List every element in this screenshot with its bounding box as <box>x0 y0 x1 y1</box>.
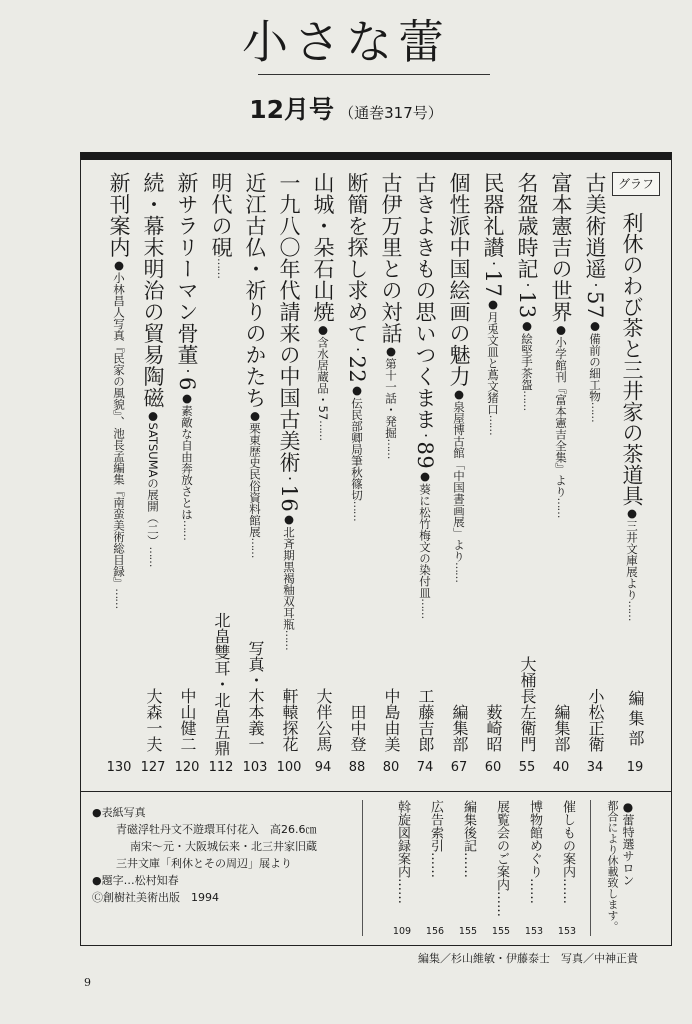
article-entry[interactable] <box>176 172 198 762</box>
small-item-page: 156 <box>425 926 445 937</box>
article-number: 22 <box>345 355 369 384</box>
article-entry[interactable] <box>414 172 436 762</box>
article-page: 100 <box>276 760 302 775</box>
article-desc: ●素敵な自由奔放さとは <box>180 390 194 520</box>
article-desc: ●絵堅手茶盌 <box>520 318 534 391</box>
small-item-title: 広告索引…… <box>428 800 443 878</box>
article-author: 軒轅探花 <box>280 688 299 752</box>
cover-line-1: 青磁浮牡丹文不遊環耳付花入 高26.6㎝ <box>116 823 317 836</box>
salon-note: 都合により休載致します。 <box>606 800 619 932</box>
graph-desc: ●三井文庫展より…… <box>625 506 639 621</box>
article-title: 一九八〇年代請来の中国古美術・16●北斉期黒褐釉双耳瓶…… <box>277 172 301 650</box>
article-entry[interactable] <box>244 172 266 762</box>
article-entry[interactable] <box>584 172 606 762</box>
article-page: 130 <box>106 760 132 775</box>
small-item[interactable] <box>491 800 511 937</box>
article-title: 古美術逍遥・57●備前の細工物…… <box>583 172 607 422</box>
article-page: 80 <box>382 760 400 775</box>
article-number: 57 <box>583 291 607 319</box>
article-entry[interactable] <box>380 172 402 762</box>
article-title: 近江古仏・祈りのかたち●栗東歴史民俗資料館展…… <box>243 172 267 558</box>
small-item[interactable] <box>392 800 412 937</box>
article-desc: ●月兎文皿と蔦文猪口 <box>486 297 500 415</box>
article-title: 古きよきもの思いつくまま・89●葵に松竹梅文の染付皿…… <box>413 172 437 619</box>
article-desc: ●葵に松竹梅文の染付皿 <box>418 469 432 599</box>
article-title: 断簡を探し求めて・22●伝民部卿局筆秋篠切…… <box>345 172 369 521</box>
article-number: 13 <box>515 291 539 319</box>
issue-line <box>0 90 692 126</box>
cover-credit <box>92 804 317 906</box>
article-desc: ●伝民部卿局筆秋篠切 <box>350 383 364 501</box>
article-number: 6 <box>175 377 199 391</box>
article-entry[interactable] <box>108 172 130 762</box>
small-item-title: 催しもの案内…… <box>560 800 575 904</box>
article-title: 古伊万里との対話●第十一話・発掘…… <box>379 172 403 459</box>
copyright: Ⓒ創樹社美術出版 1994 <box>92 891 219 904</box>
article-page: 55 <box>518 760 536 775</box>
article-page: 40 <box>552 760 570 775</box>
article-page: 67 <box>450 760 468 775</box>
cover-line-3: 三井文庫「利休とその周辺」展より <box>116 857 292 870</box>
article-title: 富本憲吉の世界●小学館刊『富本憲吉全集』より…… <box>549 172 573 518</box>
cover-line-2: 南宋〜元・大阪城伝来・北三井家旧蔵 <box>130 840 317 853</box>
article-author: 田中登 <box>348 704 367 752</box>
article-title: 名盌歳時記・13●絵堅手茶盌…… <box>515 172 539 411</box>
article-desc: ●泉屋博古館「中国書画展」より <box>452 387 466 562</box>
graph-title-text: 利休のわび茶と三井家の茶道具 <box>620 212 644 506</box>
graph-page: 19 <box>626 760 644 775</box>
article-author: 編集部 <box>552 704 571 752</box>
small-item-title: 展覧会のご案内…… <box>494 800 509 917</box>
article-entry[interactable] <box>550 172 572 762</box>
small-item[interactable] <box>458 800 478 937</box>
article-page: 60 <box>484 760 502 775</box>
article-entry[interactable] <box>482 172 504 762</box>
graph-title[interactable] <box>620 212 644 621</box>
article-author: 編集部 <box>450 704 469 752</box>
article-author: 写真・木本義一 <box>246 640 265 752</box>
small-item[interactable] <box>557 800 577 937</box>
article-page: 34 <box>586 760 604 775</box>
article-number: 89 <box>413 441 437 470</box>
article-entry[interactable] <box>516 172 538 762</box>
article-author: 工藤吉郎 <box>416 688 435 752</box>
article-desc: ●小林昌人写真『民家の風貌』、池長孟編集『南蛮美術総目録』 <box>112 258 126 589</box>
article-author: 大桶長左衛門 <box>518 656 537 752</box>
article-desc: ●小学館刊『富本憲吉全集』より <box>554 322 568 498</box>
article-desc: ●含水居蔵品・57 <box>316 322 330 421</box>
small-item-page: 153 <box>557 926 577 937</box>
bottom-divider-salon <box>590 800 591 936</box>
small-item-title: 編集後記…… <box>461 800 476 878</box>
calligraphy-credit: ●題字…松村知春 <box>92 874 179 887</box>
article-entry[interactable] <box>312 172 334 762</box>
article-author: 大森一夫 <box>144 688 163 752</box>
article-entry[interactable] <box>448 172 470 762</box>
salon-title: ●蕾特選サロン <box>621 800 635 886</box>
small-item[interactable] <box>425 800 445 937</box>
article-page: 103 <box>242 760 268 775</box>
article-title: 山城・朵石山焼●含水居蔵品・57…… <box>311 172 335 441</box>
article-entry[interactable] <box>278 172 300 762</box>
article-desc: ●第十一話・発掘 <box>384 344 398 439</box>
article-page: 94 <box>314 760 332 775</box>
article-author: 中山健二 <box>178 688 197 752</box>
article-title: 民器礼讃・17●月兎文皿と蔦文猪口…… <box>481 172 505 435</box>
article-number: 17 <box>481 269 505 298</box>
bottom-divider <box>362 800 363 936</box>
article-author: 大伴公馬 <box>314 688 333 752</box>
title-rule <box>258 74 490 75</box>
article-title: 新サラリーマン骨董・6●素敵な自由奔放さとは…… <box>175 172 199 540</box>
magazine-title: 小さな蕾 <box>242 15 450 69</box>
article-desc: ●栗東歴史民俗資料館展 <box>248 408 262 538</box>
article-author: 中島由美 <box>382 688 401 752</box>
article-author: 小松正衛 <box>586 688 605 752</box>
small-item-page: 153 <box>524 926 544 937</box>
article-title: 新刊案内●小林昌人写真『民家の風貌』、池長孟編集『南蛮美術総目録』…… <box>107 172 131 609</box>
article-entry[interactable] <box>142 172 164 762</box>
article-author: 薮崎昭 <box>484 704 503 752</box>
article-page: 127 <box>140 760 166 775</box>
page-number: 9 <box>84 976 91 989</box>
article-title: 個性派中国絵画の魅力●泉屋博古館「中国書画展」より…… <box>447 172 471 582</box>
article-author: 北畠雙耳・北畠五鼎 <box>212 612 231 756</box>
small-item-title: 博物館めぐり…… <box>527 800 542 904</box>
small-item-page: 155 <box>458 926 478 937</box>
small-item[interactable] <box>524 800 544 937</box>
article-page: 112 <box>208 760 234 775</box>
small-item-title: 斡旋図録案内…… <box>395 800 410 904</box>
salon-notice <box>604 800 636 932</box>
cover-heading: ●表紙写真 <box>92 806 146 819</box>
article-page: 88 <box>348 760 366 775</box>
article-page: 120 <box>174 760 200 775</box>
graph-label: グラフ <box>612 172 660 196</box>
small-item-page: 109 <box>392 926 412 937</box>
article-desc: ●備前の細工物 <box>588 318 602 402</box>
small-item-page: 155 <box>491 926 511 937</box>
graph-author: 編集部 <box>626 690 645 750</box>
article-desc: ●北斉期黒褐釉双耳瓶 <box>282 512 296 630</box>
issue-month: 12月号 <box>249 95 335 124</box>
article-title: 明代の硯…… <box>209 172 233 278</box>
article-page: 74 <box>416 760 434 775</box>
article-entry[interactable] <box>210 172 232 762</box>
staff-credits: 編集／杉山維敏・伊藤泰士 写真／中神正貴 <box>418 952 638 965</box>
article-number: 16 <box>277 484 301 513</box>
issue-volume: （通巻317号） <box>339 104 443 122</box>
article-desc: ●SATSUMAの展開（二） <box>146 408 160 547</box>
article-entry[interactable] <box>346 172 368 762</box>
article-title: 続・幕末明治の貿易陶磁●SATSUMAの展開（二）…… <box>141 172 165 567</box>
